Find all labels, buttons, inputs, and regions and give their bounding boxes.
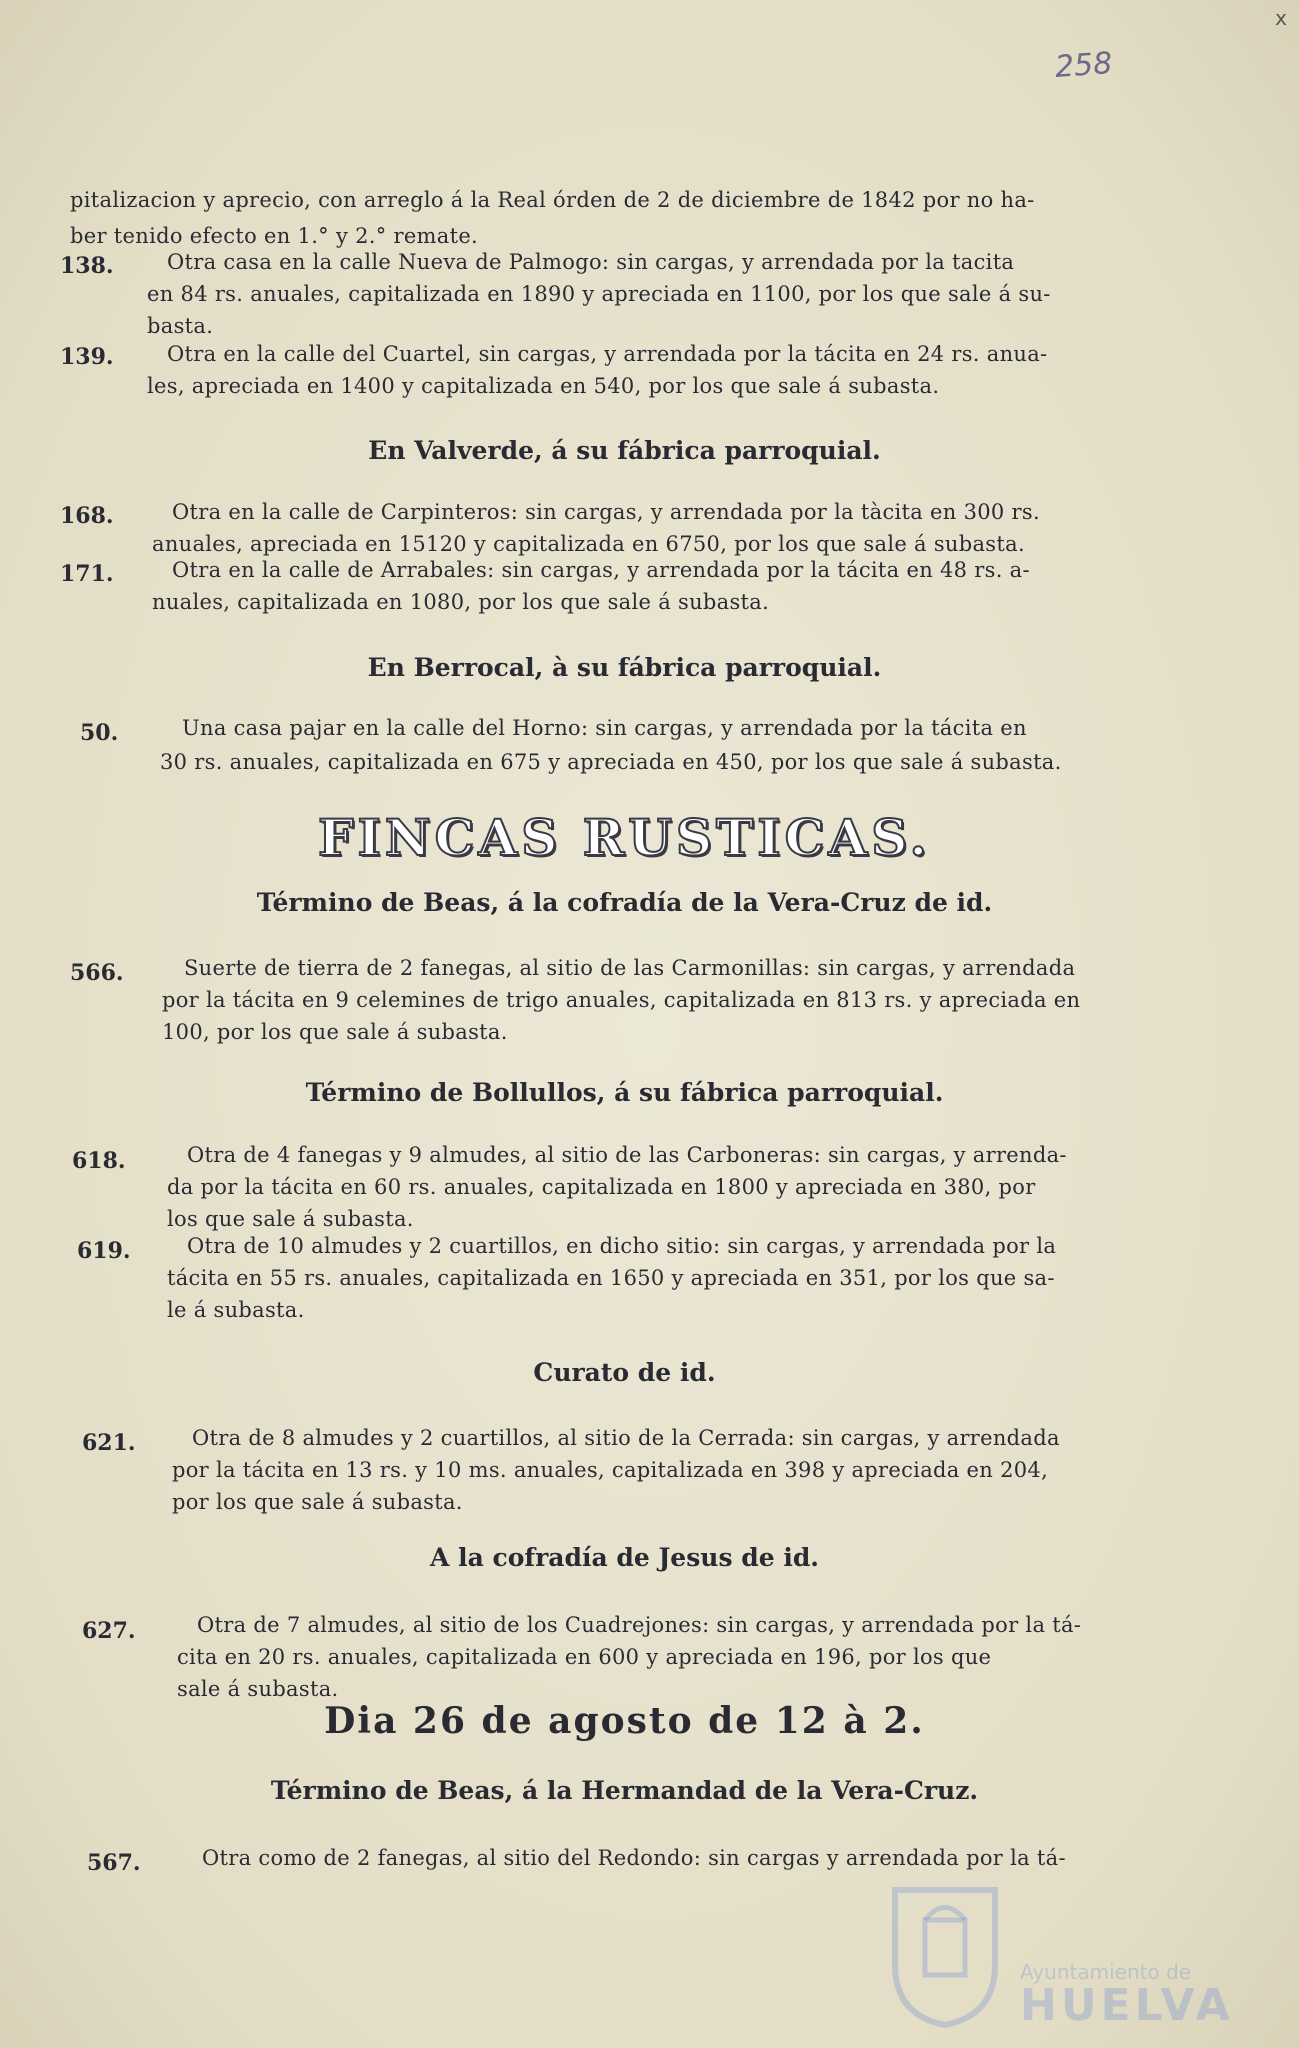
fincas-rusticas-title: FINCAS RUSTICAS. — [318, 808, 931, 867]
entry-line: nuales, capitalizada en 1080, por los que sale á subasta. — [152, 590, 770, 614]
entry-line: Otra de 7 almudes, al sitio de los Cuadrejones: sin cargas, y arrendada por la tá- — [197, 1613, 1082, 1637]
entry-line: cita en 20 rs. anuales, capitalizada en 600 y apreciada en 196, por los que — [177, 1645, 992, 1669]
huelva-watermark — [885, 1880, 1235, 2030]
watermark-line1: Ayuntamiento de — [1020, 1960, 1192, 1984]
entry-line: le á subasta. — [167, 1298, 305, 1322]
intro-line: pitalizacion y aprecio, con arreglo á la Real órden de 2 de diciembre de 1842 por no ha- — [70, 188, 1035, 212]
entry-line: Otra en la calle del Cuartel, sin cargas, y arrendada por la tácita en 24 rs. anua- — [167, 342, 1048, 366]
date-heading: Dia 26 de agosto de 12 à 2. — [324, 1700, 925, 1742]
entry-line: da por la tácita en 60 rs. anuales, capitalizada en 1800 y apreciada en 380, por — [167, 1175, 1036, 1199]
entry-number: 168. — [60, 503, 114, 529]
entry-line: Otra casa en la calle Nueva de Palmogo: sin cargas, y arrendada por la tacita — [167, 250, 1015, 274]
entry-line: sale á subasta. — [177, 1677, 339, 1701]
entry-line: Otra como de 2 fanegas, al sitio del Redondo: sin cargas y arrendada por la tá- — [202, 1846, 1066, 1870]
section-heading-beas-vera-cruz: Término de Beas, á la cofradía de la Vera-Cruz de id. — [256, 888, 993, 917]
entry-number: 171. — [60, 561, 114, 587]
entry-number: 138. — [60, 253, 114, 279]
entry-number: 139. — [60, 344, 114, 370]
entry-number: 618. — [72, 1148, 126, 1174]
entry-line: Otra en la calle de Carpinteros: sin cargas, y arrendada por la tàcita en 300 rs. — [172, 500, 1040, 524]
coat-of-arms-icon — [885, 1880, 1005, 2030]
entry-line: 100, por los que sale á subasta. — [162, 1020, 508, 1044]
entry-line: Otra de 4 fanegas y 9 almudes, al sitio de las Carboneras: sin cargas, y arrenda- — [187, 1143, 1067, 1167]
entry-line: les, apreciada en 1400 y capitalizada en 540, por los que sale á subasta. — [147, 374, 940, 398]
handwritten-page-number: 258 — [1053, 46, 1114, 85]
entry-line: 30 rs. anuales, capitalizada en 675 y apreciada en 450, por los que sale á subasta. — [160, 750, 1062, 774]
entry-number: 566. — [70, 960, 124, 986]
entry-number: 50. — [80, 720, 119, 746]
entry-line: Suerte de tierra de 2 fanegas, al sitio de las Carmonillas: sin cargas, y arrendada — [184, 956, 1076, 980]
entry-line: por los que sale á subasta. — [172, 1490, 463, 1514]
watermark-line2: HUELVA — [1020, 1980, 1234, 2031]
entry-line: Una casa pajar en la calle del Horno: sin cargas, y arrendada por la tácita en — [182, 716, 1027, 740]
entry-line: anuales, apreciada en 15120 y capitalizada en 6750, por los que sale á subasta. — [152, 532, 1025, 556]
entry-line: Otra de 10 almudes y 2 cuartillos, en dicho sitio: sin cargas, y arrendada por la — [187, 1234, 1057, 1258]
entry-line: Otra en la calle de Arrabales: sin cargas, y arrendada por la tácita en 48 rs. a- — [172, 558, 1030, 582]
section-heading-curato: Curato de id. — [533, 1358, 716, 1387]
entry-line: basta. — [147, 314, 214, 338]
entry-number: 567. — [87, 1850, 141, 1876]
section-heading-beas-hermandad: Término de Beas, á la Hermandad de la Vera-Cruz. — [270, 1776, 979, 1805]
section-heading-bollullos: Término de Bollullos, á su fábrica parroquial. — [305, 1078, 944, 1107]
entry-line: en 84 rs. anuales, capitalizada en 1890 y apreciada en 1100, por los que sale á su- — [147, 282, 1051, 306]
section-heading-valverde: En Valverde, á su fábrica parroquial. — [368, 436, 881, 465]
entry-line: por la tácita en 13 rs. y 10 ms. anuales, capitalizada en 398 y apreciada en 204, — [172, 1458, 1049, 1482]
entry-line: Otra de 8 almudes y 2 cuartillos, al sitio de la Cerrada: sin cargas, y arrendada — [192, 1426, 1060, 1450]
entry-line: tácita en 55 rs. anuales, capitalizada en 1650 y apreciada en 351, por los que sa- — [167, 1266, 1055, 1290]
section-heading-berrocal: En Berrocal, à su fábrica parroquial. — [367, 653, 882, 682]
intro-line: ber tenido efecto en 1.° y 2.° remate. — [70, 224, 479, 248]
corner-mark: x — [1275, 6, 1287, 30]
entry-number: 621. — [82, 1430, 136, 1456]
entry-line: por la tácita en 9 celemines de trigo anuales, capitalizada en 813 rs. y apreciada en — [162, 988, 1081, 1012]
entry-number: 619. — [77, 1238, 131, 1264]
section-heading-jesus: A la cofradía de Jesus de id. — [429, 1543, 820, 1572]
entry-number: 627. — [82, 1618, 136, 1644]
entry-line: los que sale á subasta. — [167, 1207, 414, 1231]
